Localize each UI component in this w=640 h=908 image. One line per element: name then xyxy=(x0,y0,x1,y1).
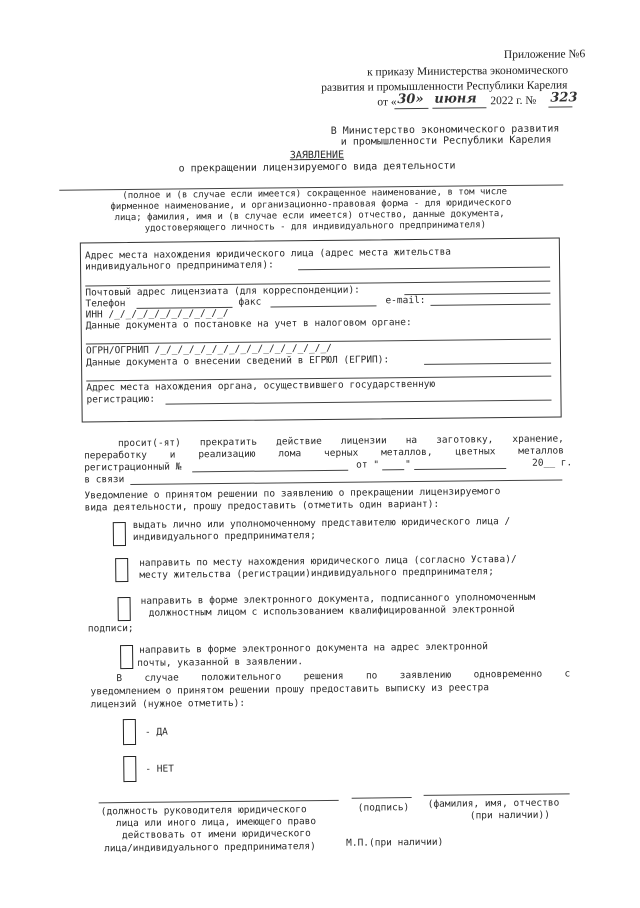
postal-address-label: Почтовый адрес лицензиата (для корреспонденции): xyxy=(85,284,360,299)
recipient-line2: и промышленности Республики Карелия xyxy=(340,134,552,148)
appendix-number: Приложение №6 xyxy=(503,48,586,62)
option-hand-over-line1: выдать лично или уполномоченному представителю юридического лица / xyxy=(132,516,511,531)
option-email-line1: направить в форме электронного документа на адрес электронной xyxy=(139,641,489,656)
extract-word: случае xyxy=(144,672,179,684)
option-email-line2: почты, указанной в заявлении. xyxy=(137,656,304,669)
extract-line3: лицензий (нужное отметить): xyxy=(90,697,246,711)
option-electronic-signed-line1: направить в форме электронного документа, подписанного уполномоченным xyxy=(140,591,536,607)
registration-number-field[interactable] xyxy=(192,470,348,473)
extract-no-label: - НЕТ xyxy=(145,763,174,775)
date-number-underline xyxy=(548,106,572,107)
request-word: лома xyxy=(278,448,302,460)
fax-label: факс xyxy=(238,296,262,308)
signature-hint: (подпись) xyxy=(357,802,410,814)
ogrn-field[interactable]: ОГРН/ОГРНИП /_/_/_/_/_/_/_/_/_/_/_/_/_/_/_/ xyxy=(85,342,332,357)
request-word: и xyxy=(169,449,176,461)
option-mail-line2: месту жительства (регистрации)индивидуального предпринимателя; xyxy=(139,566,494,581)
document-title: ЗАЯВЛЕНИЕ xyxy=(289,149,345,162)
license-day-field[interactable] xyxy=(382,469,404,470)
extract-word: одновременно xyxy=(473,668,543,681)
extract-word: В xyxy=(116,673,123,685)
phone-label: Телефон xyxy=(85,298,126,310)
option-mail-checkbox[interactable] xyxy=(115,558,128,582)
document-subtitle: о прекращении лицензируемого вида деятельности xyxy=(178,160,456,175)
request-word: металлов xyxy=(518,445,565,457)
registration-number-label: регистрационный № xyxy=(84,461,182,474)
license-date-from: от " xyxy=(356,459,380,471)
position-hint-line3: действовать от имени юридического xyxy=(121,828,311,842)
full-name-hint-line2: (при наличии)) xyxy=(469,809,550,822)
extract-word: с xyxy=(564,668,571,680)
email-label: e-mail: xyxy=(385,294,426,307)
request-word: реализацию xyxy=(198,448,256,461)
seal-hint: М.П.(при наличии) xyxy=(346,836,444,849)
option-mail-line1: направить по месту нахождения юридического лица (согласно Устава)/ xyxy=(139,553,517,569)
extract-line2: уведомлением о принятом решении прошу предоставить выписку из реестра xyxy=(90,682,490,698)
applicant-hint-line1: (полное и (в случае если имеется) сокращенное наименование, в том числе xyxy=(122,187,508,202)
request-word: на xyxy=(405,434,418,447)
extract-yes-label: - ДА xyxy=(144,726,168,738)
registration-authority-label-line2: регистрацию: xyxy=(86,393,156,406)
applicant-hint-line4: удостоверяющего личность - для индивидуального предпринимателя) xyxy=(144,220,487,234)
position-field[interactable] xyxy=(99,800,339,804)
extract-no-checkbox[interactable] xyxy=(123,756,136,782)
applicant-hint-line3: лица; фамилия, имя и (в случае если имеется) отчество, данные документа, xyxy=(114,209,505,224)
order-date-number: 323 xyxy=(550,90,578,106)
full-name-hint-line1: (фамилия, имя, отчество xyxy=(427,797,560,810)
request-word: лицензии xyxy=(340,435,387,447)
address-label-line2: индивидуального предпринимателя): xyxy=(85,259,274,273)
option-hand-over-line2: индивидуального предпринимателя; xyxy=(132,530,316,543)
license-month-field[interactable] xyxy=(414,468,506,470)
extract-word: по xyxy=(365,670,378,682)
reason-field[interactable] xyxy=(130,479,562,485)
notice-line2: вида деятельности, прошу предоставить (отметить один вариант): xyxy=(84,498,440,514)
extract-word: заявлению xyxy=(399,669,452,682)
applicant-hint-line2: фирменное наименование, и организационно-правовая форма - для юридического xyxy=(110,197,512,213)
license-day-quote: " xyxy=(405,459,411,471)
license-year: 20__ г. xyxy=(532,457,573,469)
position-hint-line4: лица/индивидуального предпринимателя) xyxy=(104,841,316,855)
date-month-underline xyxy=(432,107,486,109)
request-word: металлов, xyxy=(381,446,433,459)
order-reference-line2: развития и промышленности Республики Карелия xyxy=(321,79,568,94)
extract-yes-checkbox[interactable] xyxy=(123,719,136,745)
option-email-checkbox[interactable] xyxy=(120,645,133,669)
request-word: цветных xyxy=(455,446,496,458)
date-day-underline xyxy=(394,108,428,109)
option-electronic-signed-line2: должностным лицом с использованием квалифицированной электронной xyxy=(148,603,515,619)
extract-word: решения xyxy=(303,670,344,683)
full-name-field[interactable] xyxy=(424,793,570,796)
order-reference-line1: к приказу Министерства экономического xyxy=(366,64,569,79)
request-word: действие xyxy=(276,435,322,448)
request-word: прекратить xyxy=(199,436,258,449)
recipient-line1: В Министерство экономического развития xyxy=(330,123,560,137)
reason-label: в связи xyxy=(84,474,125,486)
signature-field[interactable] xyxy=(352,797,412,799)
request-word: черных xyxy=(323,447,359,459)
inn-field[interactable]: ИНН /_/_/_/_/_/_/_/_/_/_/ xyxy=(85,307,229,321)
order-date-year: 2022 г. № xyxy=(490,94,537,108)
request-word: переработку xyxy=(83,449,148,462)
notice-line1: Уведомление о принятом решении по заявлению о прекращении лицензируемого xyxy=(84,486,501,502)
option-electronic-signed-line3: подписи; xyxy=(87,622,134,635)
position-hint-line2: лица или иного лица, имеющего право xyxy=(115,816,317,830)
extract-word: положительного xyxy=(201,671,282,684)
egrul-label: Данные документа о внесении сведений в ЕГРЮЛ (ЕГРИП): xyxy=(86,354,390,369)
option-electronic-signed-checkbox[interactable] xyxy=(118,597,131,621)
position-hint-line1: (должность руководителя юридического xyxy=(100,804,307,818)
order-date-prefix: от « xyxy=(377,96,397,109)
address-label-line1: Адрес места нахождения юридического лица (адрес места жительства xyxy=(84,246,452,262)
tax-registration-label: Данные документа о постановке на учет в налоговом органе: xyxy=(85,317,412,332)
request-word: хранение, xyxy=(512,433,564,445)
request-word: просит(-ят) xyxy=(117,437,181,450)
extract-line1 xyxy=(116,668,570,684)
registration-authority-label-line1: Адрес места нахождения органа, осуществившего государственную xyxy=(86,378,436,394)
request-word: заготовку, xyxy=(436,434,494,446)
option-hand-over-checkbox[interactable] xyxy=(113,522,126,546)
order-date-day: 30» xyxy=(397,91,424,108)
order-date-month: июня xyxy=(434,91,477,107)
